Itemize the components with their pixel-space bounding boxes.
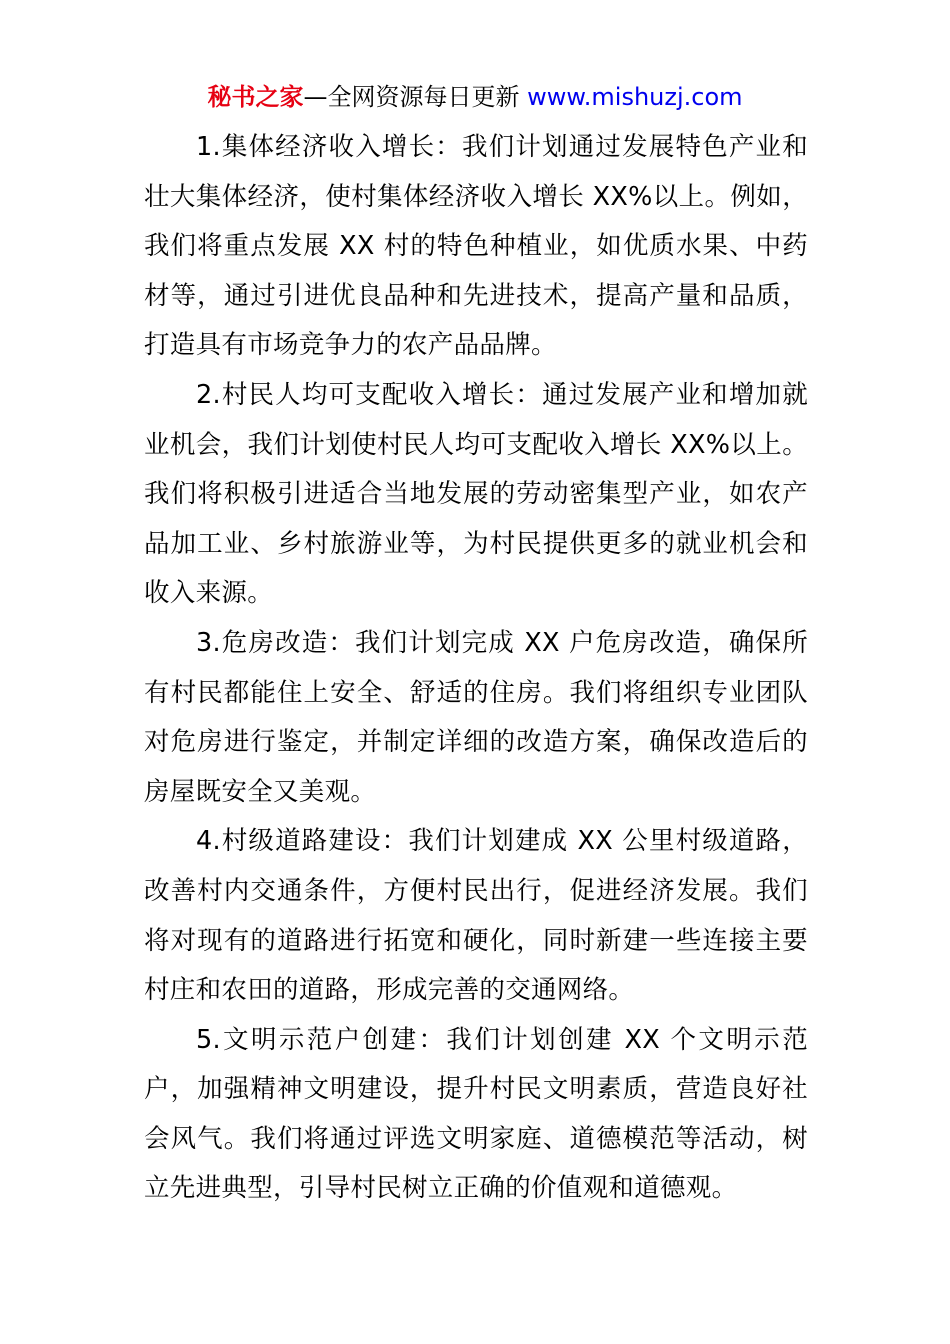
page-header: [0, 80, 950, 114]
website-link[interactable]: www.mishuzj.com: [527, 83, 743, 111]
paragraph-housing-renovation: 3.危房改造：我们计划完成 XX 户危房改造，确保所有村民都能住上安全、舒适的住房。我们将组织专业团队对危房进行鉴定，并制定详细的改造方案，确保改造后的房屋既安全又美观。: [144, 627, 808, 807]
header-tagline: —全网资源每日更新: [303, 83, 528, 111]
paragraph-collective-income: 1.集体经济收入增长：我们计划通过发展特色产业和壮大集体经济，使村集体经济收入增长 XX%以上。例如，我们将重点发展 XX 村的特色种植业，如优质水果、中药材等，通过引进优良品种和先进技术，提高产量和品质，打造具有市场竞争力的农产品品牌。: [144, 132, 808, 361]
document-body: [144, 123, 808, 1214]
brand-name: 秘书之家: [207, 83, 304, 111]
paragraph-villager-income: 2.村民人均可支配收入增长：通过发展产业和增加就业机会，我们计划使村民人均可支配收入增长 XX%以上。我们将积极引进适合当地发展的劳动密集型产业，如农产品加工业、乡村旅游业等，为村民提供更多的就业机会和收入来源。: [144, 379, 808, 609]
paragraph-road-construction: 4.村级道路建设：我们计划建成 XX 公里村级道路，改善村内交通条件，方便村民出行，促进经济发展。我们将对现有的道路进行拓宽和硬化，同时新建一些连接主要村庄和农田的道路，形成完善的交通网络。: [144, 826, 808, 1006]
paragraph-civilized-households: 5.文明示范户创建：我们计划创建 XX 个文明示范户，加强精神文明建设，提升村民文明素质，营造良好社会风气。我们将通过评选文明家庭、道德模范等活动，树立先进典型，引导村民树立正确的价值观和道德观。: [144, 1024, 808, 1204]
